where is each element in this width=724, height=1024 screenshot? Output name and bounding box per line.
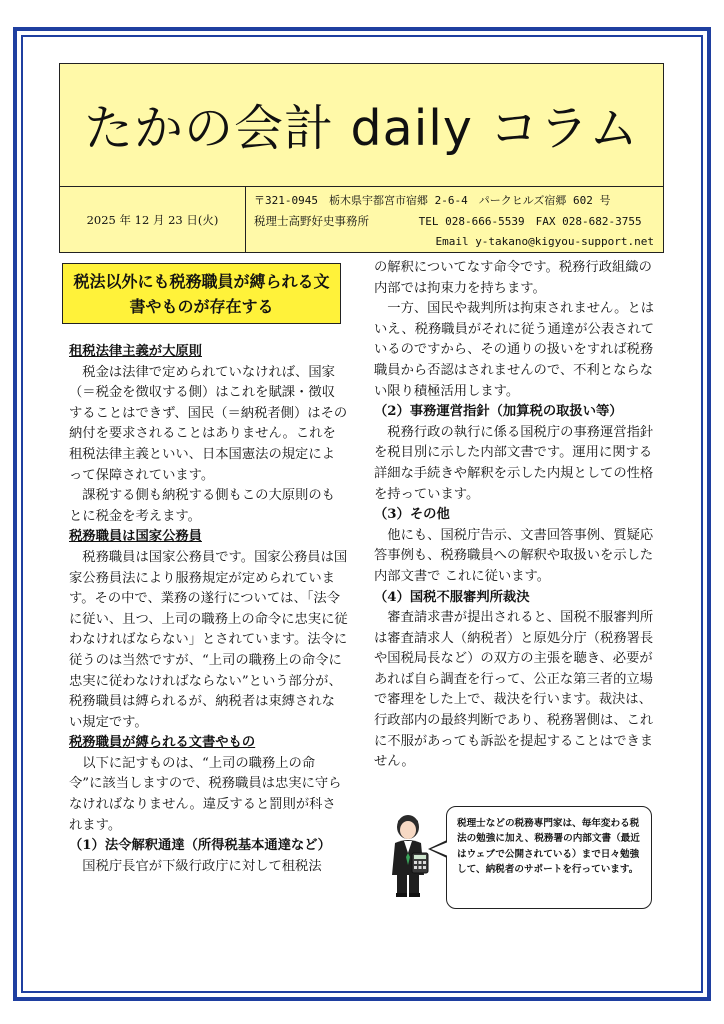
headline-callout: 税法以外にも税務職員が縛られる文書やものが存在する bbox=[62, 263, 341, 324]
office-tel-fax: TEL 028-666-5539 FAX 028-682-3755 bbox=[418, 215, 642, 228]
sub-heading: （4）国税不服審判所裁決 bbox=[374, 589, 530, 605]
office-info bbox=[254, 191, 658, 252]
paragraph: 税務行政の執行に係る国税庁の事務運営指針を税目別に示した内部文書です。運用に関する詳細な手続きや解釈を示した内規としての性格を持っています。 bbox=[374, 424, 654, 502]
paragraph: 税務職員は国家公務員です。国家公務員は国家公務員法により服務規定が定められています。その中で、業務の遂行については、「法令に従い、且つ、上司の職務上の命令に忠実に従わなければならない」とされています。法令に従うのは当然ですが、“上司の職務上の命令に忠実に従わなければならない”という部分が、税務職員は縛られるが、納税者は束縛されない規定です。 bbox=[69, 549, 348, 730]
paragraph: 国税庁長官が下級行政庁に対して租税法 bbox=[82, 858, 322, 874]
left-column bbox=[69, 342, 348, 877]
section-heading: 税務職員が縛られる文書やもの bbox=[69, 735, 256, 751]
right-column bbox=[374, 258, 656, 773]
section-heading: 租税法律主義が大原則 bbox=[69, 344, 202, 359]
header-box bbox=[59, 63, 664, 253]
sub-heading: （1）法令解釈通達（所得税基本通達など） bbox=[69, 838, 331, 854]
sub-heading: （2）事務運営指針（加算税の取扱い等） bbox=[374, 404, 623, 420]
speech-bubble: 税理士などの税務専門家は、毎年変わる税法の勉強に加え、税務署の内部文書（最近はウェブで公開されている）まで日々勉強して、納税者のサポートを行っています。 bbox=[446, 806, 652, 909]
section-heading: 税務職員は国家公務員 bbox=[69, 529, 202, 545]
issue-date: 2025 年 12 月 23 日(火) bbox=[60, 187, 246, 253]
paragraph: 税金は法律で定められていなければ、国家（＝税金を徴収する側）はこれを賦課・徴収することはできず、国民（＝納税者側）はその納付を要求されることはありません。これを租税法律主義といい、日本国憲法の規定によって保障されています。 bbox=[69, 364, 348, 483]
paragraph: 一方、国民や裁判所は拘束されません。とはいえ、税務職員がそれに従う通達が公表されているのですから、その通りの扱いをすれば税務職員から否認はされませんので、不利とならない限り積極活用します。 bbox=[374, 301, 655, 399]
paragraph: 審査請求書が提出されると、国税不服審判所は審査請求人（納税者）と原処分庁（税務署長や国税局長など）の双方の主張を聴き、必要があれば自ら調査を行って、公正な第三者的立場で審理をした上で、裁決を行います。裁決は、行政部内の最終判断であり、税務署側は、これに不服があっても訴訟を提起することはできません。 bbox=[374, 610, 654, 770]
office-email: Email y-takano@kigyou-support.net bbox=[435, 235, 654, 248]
office-address: 〒321-0945 栃木県宇都宮市宿郷 2-6-4 パークヒルズ宿郷 602 号 bbox=[254, 194, 611, 207]
paragraph: 課税する側も納税する側もこの大原則のもとに税金を考えます。 bbox=[69, 488, 335, 524]
paragraph: の解釈についてなす命令です。税務行政組織の内部では拘束力を持ちます。 bbox=[374, 260, 652, 296]
speech-tail-inner bbox=[431, 842, 448, 856]
paragraph: 以下に記すものは、“上司の職務上の命令”に該当しますので、税務職員は忠実に守らなければなりません。違反すると罰則が科されます。 bbox=[69, 755, 342, 833]
paragraph: 他にも、国税庁告示、文書回答事例、質疑応答事例も、税務職員への解釈や取扱いを示した内部文書で これに従います。 bbox=[374, 527, 654, 584]
sub-heading: （3）その他 bbox=[374, 507, 450, 523]
column-title: たかの会計 daily コラム bbox=[60, 64, 663, 187]
office-contact-row bbox=[254, 211, 658, 232]
office-name: 税理士高野好史事務所 bbox=[254, 214, 369, 228]
